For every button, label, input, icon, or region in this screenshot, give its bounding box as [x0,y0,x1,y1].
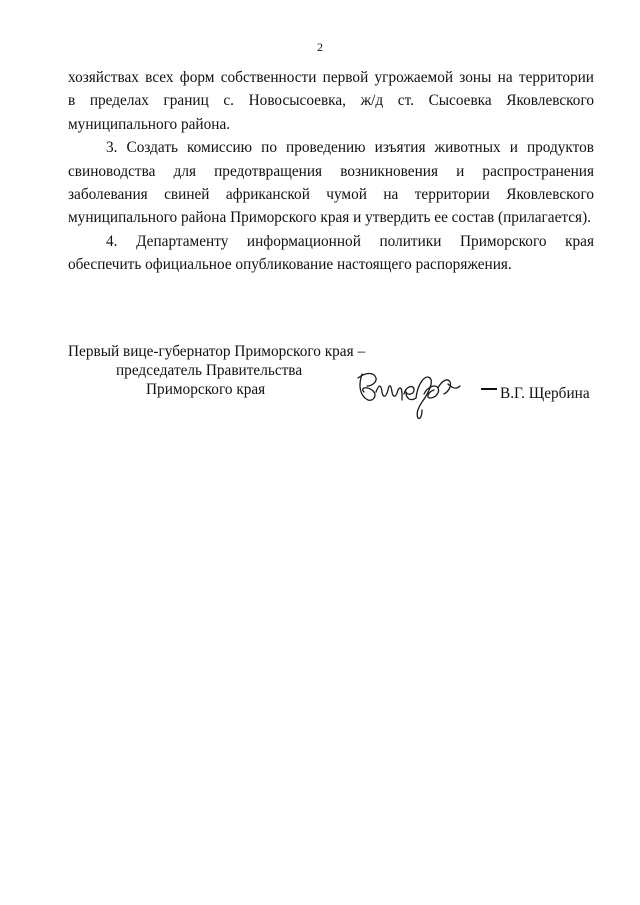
body-line: хозяйствах всех форм собственности первой угрожаемой зоны на территории [68,69,594,86]
paragraph-item-3 [68,136,594,230]
body-line: обеспечить официальное опубликование настоящего распоряжения. [68,256,512,274]
body-line: в пределах границ с. Новосысоевка, ж/д ст. Сысоевка Яковлевского [68,92,594,110]
document-body [68,66,594,277]
body-line: муниципального района. [68,115,231,133]
signatory-position: Первый вице-губернатор Приморского края – [68,343,366,360]
signatory-position: председатель Правительства [116,362,303,379]
paragraph-continuation [68,66,594,136]
body-line: заболевания свиней африканской чумой на территории Яковлевского [68,186,594,204]
signatory-name: В.Г. Щербина [500,385,590,402]
handwritten-signature-icon [352,364,472,424]
signature-block [68,342,594,412]
signatory-position: Приморского края [146,381,266,398]
paragraph-item-4 [68,230,594,277]
page-number: 2 [317,40,323,54]
signature-dash [481,388,497,390]
body-line: муниципального района Приморского края и утвердить ее состав (прилагается). [68,209,592,227]
body-line: 4. Департаменту информационной политики Приморского края [106,232,594,250]
body-line: 3. Создать комиссию по проведению изъятия животных и продуктов [106,139,594,157]
body-line: свиноводства для предотвращения возникновения и распространения [68,162,594,180]
